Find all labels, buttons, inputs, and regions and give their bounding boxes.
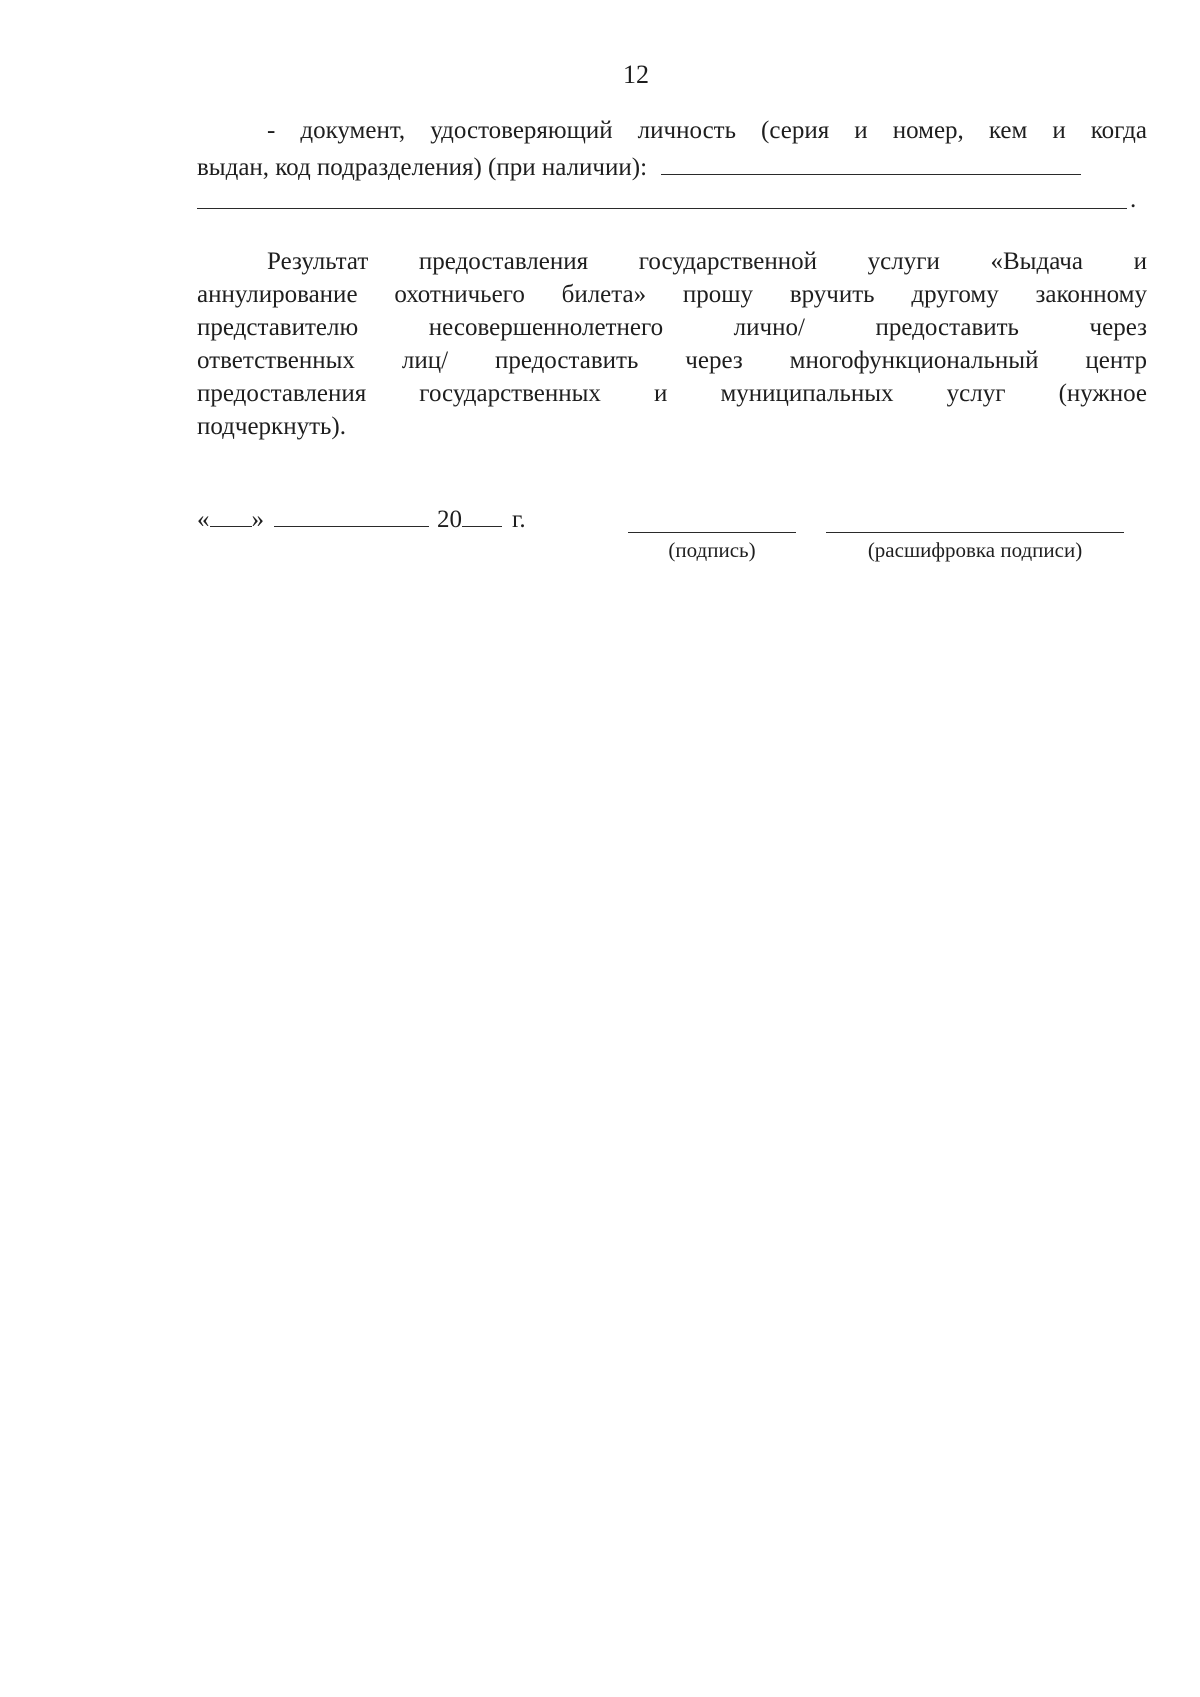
date-quote-open: « bbox=[197, 506, 210, 533]
identity-document-field[interactable] bbox=[661, 152, 1081, 175]
result-paragraph-line-1: Результат предоставления государственной услуги «Выдача и bbox=[267, 248, 1147, 275]
date-row bbox=[197, 506, 526, 534]
page-number: 12 bbox=[623, 60, 649, 89]
identity-document-label: выдан, код подразделения) (при наличии): bbox=[197, 154, 648, 181]
identity-document-line-2 bbox=[197, 152, 1147, 184]
day-field[interactable] bbox=[210, 506, 252, 527]
signature-decoding-caption: (расшифровка подписи) bbox=[867, 538, 1083, 562]
result-paragraph-line-4: ответственных лиц/ предоставить через многофункциональный центр bbox=[197, 347, 1147, 374]
year-suffix: г. bbox=[512, 506, 526, 533]
year-prefix: 20 bbox=[437, 506, 462, 533]
line-end-dot: . bbox=[1130, 186, 1137, 213]
result-paragraph-line-3: представителю несовершеннолетнего лично/ предоставить через bbox=[197, 314, 1147, 341]
result-paragraph-line-5: предоставления государственных и муниципальных услуг (нужное bbox=[197, 380, 1147, 407]
signature-caption: (подпись) bbox=[668, 538, 756, 562]
signature-field[interactable] bbox=[628, 532, 796, 533]
month-field[interactable] bbox=[274, 506, 429, 527]
identity-document-field-continued[interactable] bbox=[197, 208, 1127, 209]
result-paragraph-line-2: аннулирование охотничьего билета» прошу вручить другому законному bbox=[197, 281, 1147, 308]
identity-document-line-1: - документ, удостоверяющий личность (серия и номер, кем и когда bbox=[267, 117, 1147, 144]
year-field[interactable] bbox=[462, 506, 502, 527]
result-paragraph-line-6: подчеркнуть). bbox=[197, 413, 346, 440]
date-quote-close: » bbox=[251, 506, 264, 533]
signature-decoding-field[interactable] bbox=[826, 532, 1124, 533]
